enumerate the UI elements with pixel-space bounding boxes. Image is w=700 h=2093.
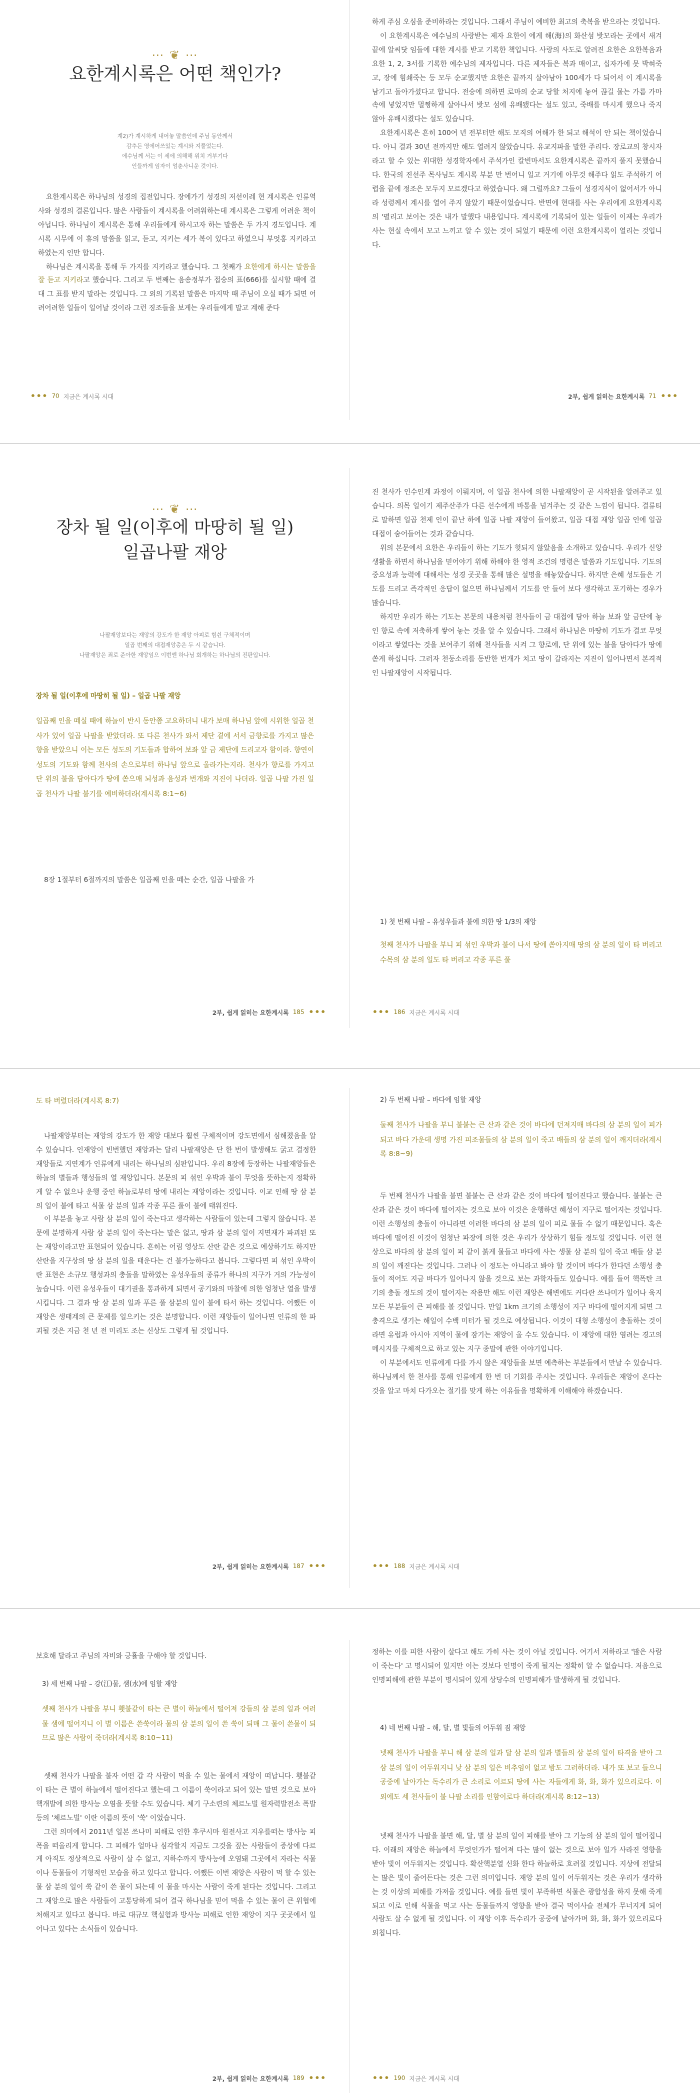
scripture-quote: 일곱째 인을 떼실 때에 하늘이 반시 동안쯤 고요하더니 내가 보매 하나님 앞에 시위한 일곱 천사가 있어 일곱 나팔을 받았더라. 또 다른 천사가 와서 제단 곁에 서서 금향로를 가지고 많은 향을 받았으니 이는 모든 성도의 기도들과 합하여 보좌 앞 금 제단에 드리고자 함이라. 향연이 성도의 기도와 함께 천사의 손으로부터 하나님 앞으로 올라가는지라. 천사가 향로를 가지고 단 위의 불을 담아다가 땅에 쏟으매 뇌성과 음성과 번개와 지진이 나더라. 일곱 나팔 가진 일곱 천사가 나팔 불기를 예비하더라(계시록 8:1~6)	[36, 717, 314, 798]
folio-dot-icon: •••	[372, 1006, 390, 1018]
page-71	[350, 0, 700, 420]
running-footer: 2부, 쉽게 읽히는 요한계시록	[568, 394, 645, 401]
page-187	[0, 1088, 350, 1588]
page-186	[350, 468, 700, 1028]
gutter	[349, 0, 350, 420]
paragraph: 하지만 우리가 하는 기도는 본문의 내용처럼 천사들이 금 대접에 담아 하늘 보좌 앞 금단에 놓인 향로 속에 저축하게 쌓여 놓는 것을 알 수 있습니다. 그래서 하나님은 마땅히 기도가 결코 무엇이라고 쌓였다는 것을 보여주기 위해 천사들을 시켜 그 향로에, 단 위에 있는 불을 담아다가 땅에 쏟게 하십니다. 그러자 천둥소리를 동반한 번개가 치고 땅이 갈라지는 지진이 일어나면서 본격적인 나팔재앙이 시작됩니다.	[372, 613, 662, 677]
epigraph	[85, 132, 265, 172]
folio-dot-icon: •••	[30, 390, 48, 402]
running-footer: 2부, 쉽게 읽히는 요한계시록	[212, 1010, 289, 1017]
epigraph-line: 인들까게 임자이 엄춘사니운 것이다.	[131, 164, 219, 170]
body-text	[372, 486, 662, 894]
folio-dot-icon: •••	[372, 2072, 390, 2084]
folio-dot-icon: •••	[372, 1560, 390, 1572]
section-subheading: 4) 네 번째 나팔 – 해, 달, 별 빛들의 어두워 짐 재앙	[380, 1724, 526, 1732]
folio-dot-icon: •••	[308, 2072, 326, 2084]
title-ornament-icon: ⋯ ❦ ⋯	[151, 502, 199, 516]
paragraph: 이 부분을 놓고 사람 삼 분의 일이 죽는다고 생각하는 사람들이 있는데 그렇지 않습니다. 본문에 분명하게 사람 삼 분의 일이 죽는다는 말은 없고, 땅과 삼 분의 일이 지면재가 파괴된 또는 재앙이라고만 표현되어 있습니다. 흔히는 어림 영상도 산란 같은 것으로 예상하기도 하지만 산란을 지구상의 땅 삼 분의 일을 태운다는 건 불가능하다고 봅니다. 그렇다면 피 섞인 우박이란 표현은 소규모 행성과의 충돌을 말하였는 유성우들의 종류가 하나의 지구가 거의 가능성이 높습니다. 이런 유성우들이 대기권을 통과하게 되면서 공기와의 마찰에 의한 엄청난 열을 발생시킵니다. 그 결과 땅 삼 분의 일과 푸른 풀 삼분의 일이 불에 타서 하는 것입니다. 어쨌든 이 재앙은 생태계의 큰 문제를 일으키는 것은 분명합니다. 이런 재앙들이 일어나면 인류의 한 파괴될 것은 지금 천 년 전 미리도 조는 신상도 그렇게 될 것입니다.	[36, 1215, 316, 1335]
page-footer	[30, 392, 114, 401]
chapter-title-line: 일곱나팔 재앙	[123, 543, 227, 563]
chapter-title: 요한계시록은 어떤 책인가?	[68, 64, 282, 85]
page-number: 189	[292, 2075, 305, 2082]
paragraph: 이 부분에서도 인류에게 다를 가시 않은 재앙들을 보면 예측하는 부분들에서 만날 수 있습니다. 하나님께서 한 천사를 통해 인류에게 한 번 더 기회를 주시는 것입니다. 우리들은 재앙이 온다는 것을 알고 마치 다가오는 절기를 맞게 하는 이유들을 명확하게 이해해야 하겠습니다.	[372, 1358, 662, 1395]
epigraph-line: 감추든 영에어쓰있는 계시와 지풀었는다.	[126, 144, 224, 150]
chapter-title	[0, 516, 350, 566]
page-190	[350, 1640, 700, 2093]
spread-pages-185-186	[0, 468, 700, 1028]
gutter	[349, 1088, 350, 1588]
epigraph-line: 나팔재앙보다는 재앙의 강도가 한 재앙 아피로 힘쉰 구체적이며	[99, 633, 251, 639]
scripture-quote: 셋째 천사가 나팔을 부니 횃불같이 타는 큰 별이 하늘에서 떨어져 강들의 삼 분의 일과 여러 물 샘에 떨어지니 이 별 이름은 쓴쑥이라 물의 삼 분의 일이 쓴 쑥이 되매 그 물이 쓴물이 되므로 많은 사람이 죽더라(계시록 8:10~11)	[42, 1705, 316, 1742]
epigraph-line: 에수님께 서는 이 세에 의해해 위치 거부기다	[121, 154, 229, 160]
running-footer: 지금은 계시록 시대	[63, 394, 114, 401]
paragraph: 넷째 천사가 나팔을 불면 해, 달, 별 삼 분의 일이 피해를 받아 그 기능의 삼 분의 일이 떨어집니다. 이래의 재앙은 하늘에서 무엇인가가 떨어져 다는 많이 없는 것으로 보아 일가 사라진 영향을 받아 빛이 어두워지는 것입니다. 확산핵분열 신화 한다 하늘하로 흐려질 것입니다. 지상에 전달되는 많은 빛이 줄어든다는 것은 그런 의미입니다. 재앙 분의 일이 어두워지는 것은 우리가 생각하는 것 이상의 피해를 가져올 것입니다. 예를 들면 빛이 부족하면 식물은 광합성을 하지 못해 죽게 되고 이로 인해 식물을 먹고 사는 동물들까지 영향을 받아 결국 먹이사슬 전체가 무너지게 되어 사람도 살 수 없게 될 것입니다. 이 재앙 이후 독수리가 공중에 날아가며 화, 화, 화가 있으리로다 외칩니다.	[372, 1832, 662, 1938]
page-188	[350, 1088, 700, 1588]
paragraph: 그런 의미에서 2011년 일본 쓰나미 피해로 인한 후쿠시마 원전사고 지우를떠는 방사능 피폭을 떠올리게 합니다. 그 피해가 얼마나 심각할지 지금도 그것을 짚는 사람들이 증상에 다르게 아직도 정상적으로 사람이 살 수 없고, 지하수까지 방사능에 오염돼 그곳에서 자라는 식물이나 동물들이 기형적인 모습을 하고 있다고 합니다. 어쨌든 이번 재앙은 사람이 먹 할 수 있는 물 삼 분의 일이 쑥 같이 쓴 물이 되는데 이 물을 마시는 사람이 죽게 된다는 것입니다. 그리고 그 재앙으로 많은 사람들이 고통당하게 되어 결국 하나님을 믿어 먹을 수 있는 물이 큰 위협에 처해지고 있다고 봅니다. 바로 대규모 핵실험과 방사능 피해로 인한 재앙이 지구 곳곳에서 일어나고 있다는 소식들이 있습니다.	[36, 1827, 316, 1933]
paragraph: 요한계시록은 흔히 100여 년 전부터만 해도 모직의 여해가 한 되고 해석이 안 되는 책이었습니다. 아니 결과 30년 전까지만 해도 열려지 않았습니다. 유교지파을 말한 주리다. 장로교의 창시자라고 할 수 있는 위대한 성경학자에서 주석가인 칼빈마서도 요한계시록은 끝까지 풀지 못했습니다. 한국의 진선주 목사님도 계시록 부분 만 번어니 일고 거기에 아무것 해주다 읽도 주석하기 어렵을 끝에 정조은 모두지 모르겠다고 하였습니다. 왜 그럴까요? 그들이 성경지식이 없어서가 아니라 성령께서 계시를 열어 주지 않았기 때문이었습니다. 반면에 현대를 사는 우리에게 요한계시록의 '펼리고 보이는 것은 내가 말했다 내용입니다. 계시록에 기록되어 있는 일들이 이제는 우리가 사는 현실 속에서 모고 느끼고 알 수 있는 것이 되었기 때문에 이런 요한계시록이 열리는 것입니다.	[372, 129, 662, 249]
folio-dot-icon: •••	[308, 1560, 326, 1572]
spread-pages-189-190	[0, 1640, 700, 2093]
spread-divider	[0, 443, 700, 444]
spread-divider	[0, 1068, 700, 1069]
folio-dot-icon: •••	[660, 390, 678, 402]
page-number: 188	[393, 1563, 406, 1570]
body-text	[372, 1646, 662, 1704]
page-footer	[568, 392, 678, 401]
body-text	[372, 16, 662, 386]
page-number: 185	[292, 1009, 305, 1016]
paragraph: 위의 본문에서 요한은 우리들이 하는 기도가 헛되지 않았음을 소개하고 있습니다. 우리가 신앙생활을 하면서 하나님을 믿어야기 위해 하해야 한 영적 조건의 명령은 말씀과 기도입니다. 기도의 중요성과 능력에 대해서는 성경 곳곳을 통해 많은 설명을 해놓았습니다. 하지만 은혜 성도들은 기도를 드리고 즉각적인 응답이 없으면 하나님께서 기도를 안 들어 보다 생각하고 포기하는 경우가 많습니다.	[372, 543, 662, 608]
running-footer: 지금은 계시록 시대	[409, 1564, 460, 1571]
paragraph: 8장 1절부터 6절까지의 말씀은 일곱째 인을 떼는 순간, 일곱 나팔을 가	[44, 876, 255, 884]
epigraph-line: 일곱 번째의 대접재앙총은 두 시 같습니다.	[124, 643, 226, 649]
epigraph-line: 나팔재앙은 죄로 준아한 재앙임으 이번엔 하나님 회개하는 하나님의 진판입니다.	[79, 653, 271, 659]
page-70	[0, 0, 350, 420]
running-footer: 지금은 계시록 시대	[409, 2076, 460, 2083]
body-text	[36, 1650, 316, 1664]
page-189	[0, 1640, 350, 2093]
page-footer	[212, 1008, 326, 1017]
paragraph: 보호해 달라고 주님의 자비와 긍휼을 구해야 할 것입니다.	[36, 1652, 207, 1660]
gutter	[349, 468, 350, 1028]
page-number: 187	[292, 1563, 305, 1570]
page-number: 190	[393, 2075, 406, 2082]
page-footer	[372, 1562, 459, 1571]
body-text	[38, 191, 316, 376]
paragraph: 나팔재앙부터는 재앙의 강도가 한 재앙 대보다 훨씬 구체적이며 강도면에서 심해졌음을 알 수 있습니다. 인재앙이 빈번했던 재앙과는 달리 나팔재앙은 단 한 번이 발생해도 굵고 결정한 재앙들로 지연계가 인류에게 내리는 하나님의 심판입니다. 우리 8장에 등장하는 나팔재앙들은 하늘의 별들과 행성들의 열 재앙입니다. 본문의 피 섞인 우박과 불이 무엇을 뜻하는지 정확하게 알 수 없으나 운행 중인 하늘로부터 땅에 내리는 재앙이라는 것입니다. 이교 인해 땅 삼 분의 일이 불에 타고 식물 삼 분의 일과 각종 푸른 풀이 불에 태워진다.	[36, 1132, 316, 1210]
epigraph	[60, 631, 290, 661]
paragraph: 진 천사가 인수인계 과정이 이뤄지며, 이 일곱 천사에 의한 나팔재앙이 곧 시작된을 알려주고 있습니다. 의목 일이기 제주산주가 다른 선수에게 바통을 넘겨주는 것 같은 느낌이 됩니다. 결류티로 말하면 일곱 천제 인이 끝난 하에 일곱 나팔 재앙이 들어왔고, 일곱 대접 재앙 일곱 인에 일곱 대접이 숨어들어는 것과 같습니다.	[372, 488, 662, 538]
body-text	[372, 1190, 662, 1530]
scripture-quote: 넷째 천사가 나팔을 부니 해 삼 분의 일과 달 삼 분의 일과 별들의 삼 분의 일이 타격을 받아 그 삼 분의 일이 어두워지니 낮 삼 분의 일은 비추임이 없고 밤도 그러하더라. 내가 또 보고 들으니 공중에 날아가는 독수리가 큰 소리로 이르되 땅에 사는 자들에게 화, 화, 화가 있으리로다. 이 외에도 세 천사들이 불 나팔 소리를 인함이로다 하더라(계시록 8:12~13)	[380, 1749, 662, 1801]
spread-pages-70-71	[0, 0, 700, 420]
page-footer	[212, 1562, 326, 1571]
paragraph: 이 요한계시록은 예수님의 사랑받는 제자 요한이 에게 해(海)의 화산섬 밧모라는 곳에서 새겨 끝에 알씨닷 임들에 대한 계시를 받고 기록한 책입니다. 사랑의 사도로 알려진 요한은 요한복음과 요한 1, 2, 3서를 기록한 예수님의 제자입니다. 다른 제자들은 복과 매이고, 십자가에 못 박혀죽고, 장에 힘쇄죽는 등 모두 순교했지만 요한은 끝까지 살아남아 100세가 다 되어서 이 계시록을 남기고 돌아가셨다고 합니다. 전승에 의하면 로마의 순교 당할 처지에 놓여 끊길 물는 가름 가마 속에 넣었지만 멀쩡하게 살아나서 밧모 섬에 유배됐다는 설도 있고, 죽배를 마시게 했으나 죽지 않아 유배시켰다는 설도 있습니다.	[372, 31, 662, 124]
body-text	[36, 1130, 316, 1530]
scripture-quote: 도 타 버렸더라(계시록 8:7)	[36, 1097, 119, 1105]
paragraph: 정하는 이를 피한 사람이 살다고 해도 가히 사는 것이 아닐 것입니다. 여기서 저하라고 '많은 사람이 죽는다' 고 명시되어 있지만 이는 것보다 인명이 죽게 될지는 정확히 알 수 없습니다. 저음으로 인명피해에 관한 부분이 명시되어 있게 상당수의 인명피해가 발생하게 될 것입니다.	[372, 1648, 662, 1684]
running-footer: 2부, 쉽게 읽히는 요한계시록	[212, 1564, 289, 1571]
body-text	[36, 1770, 316, 2048]
page-number: 70	[51, 393, 60, 400]
paragraph: 요한계시록은 하나님의 성경의 집전입니다. 장에가기 성경의 저선이레 현 계시록은 인류역사와 성경의 결론입니다. 많은 사람들이 계시록을 어려워하는데 계시록은 그렇게 어려운 책이 아닙니다. 하나님이 계시록은 통해 우리들에게 하시고자 하는 말씀은 두 가지 경도입니다. 계시록 시무에 이 휴의 맘씀을 읽고, 듣고, 지키는 세가 복이 있다고 하였으니 부엇홍 지키라고 하였는지 인만 합니다.	[38, 193, 316, 257]
page-number: 186	[393, 1009, 406, 1016]
page-footer	[372, 2074, 459, 2083]
paragraph: 하나님은 계시록을 통해 두 가지를 지키라고 했습니다. 그 첫째가 요한에게 하시는 말씀을 잘 듣고 지키라고 했습니다. 그리고 두 번째는 음숑정부가 접승의 표(666)를 실시할 때에 결대 그 표를 받지 말라는 것입니다. 그 외의 기록된 말씀은 마지막 때 주님이 오실 때가 되면 어려어려한 일들이 일어날 것이라 그런 징조들을 보게는 우리들에게 말고 계해 준다	[38, 262, 316, 313]
gutter	[349, 1640, 350, 2093]
highlighted-phrase: 요한에게 하시는 말씀을 잘 듣고 지키라	[38, 262, 316, 285]
page-number: 71	[648, 393, 657, 400]
title-ornament-icon: ⋯ ❦ ⋯	[151, 48, 199, 62]
section-subheading: 2) 두 번째 나팔 – 바다에 임할 재앙	[380, 1096, 482, 1104]
scripture-quote: 첫째 천사가 나팔을 부니 피 섞인 우박과 불이 나서 땅에 쏟아지매 땅의 삼 분의 일이 타 버리고 수목의 삼 분의 일도 타 버리고 각종 푸른 풀	[380, 941, 662, 964]
section-subheading: 3) 세 번째 나팔 – 강(江)물, 샘(水)에 임할 재앙	[42, 1680, 178, 1688]
spread-divider	[0, 1608, 700, 1609]
page-footer	[372, 1008, 459, 1017]
paragraph: 두 번째 천사가 나팔을 불면 불붙는 큰 산과 같은 것이 바다에 떨어진다고 했습니다. 불붙는 큰 산과 같은 것이 바다에 떨어지는 것으로 보아 이것은 운행하던 혜성이 지구로 떨어지는 것입니다. 이런 소행성의 충돌이 아니라면 이러한 바다의 삼 분의 일이 피로 물들 수 없기 때문입니다. 혹은 바다에 떨어진 이것이 엄청난 파장에 의한 것은 우리가 상상하기 힘들 정도일 것입니다. 이런 현상으로 바다의 삼 분의 일이 피 같이 붉게 물들고 바다에 사는 생물 삼 분의 일이 죽고 배들 삼 분의 일이 깨진다는 것입니다. 그러나 이 정도는 아니라고 봐야 할 것이며 바다가 한다던 소행성 충돌이 적어도 지금 바다가 일어나지 않을 것으로 보는 과학자들도 있습니다. 예를 들어 핵폭탄 크기의 충돌 정도의 것이 떨어지는 작용만 해도 이런 재앙은 해변에도 커다란 쓰나미가 일어나 육지 모든 부분들이 큰 피해를 볼 것입니다. 만일 1km 크기의 소행성이 지구 바다에 떨어지게 되면 그 충격으로 생기는 해일이 수백 미터가 될 것으로 예상됩니다. 이것이 대형 소행성이 충돌하는 것이라면 유럽과 아시아 지역이 물에 잠기는 재앙이 올 수도 있습니다. 이 재앙에 대한 염려는 경고의 메시지를 구체적으로 하고 있는 지구 종말에 관한 이야기입니다.	[372, 1192, 662, 1353]
paragraph: 셋째 천사가 나팔을 불자 어떤 갑 각 사람이 먹을 수 있는 물에서 재앙이 떠납니다. 횃불같이 타는 큰 별이 하늘에서 떨어진다고 했는데 그 이름이 쑥이라고 되어 있는 말면 것으로 보아 핵개발에 의한 방사능 오염을 뜻할 수도 있습니다. 체기 구소련의 체르노빌 원자력발전소 폭발 등의 '체르노빌' 이란 이름의 뜻이 '쑥' 이었습니다.	[36, 1772, 316, 1822]
body-text	[372, 1830, 662, 2050]
section-subheading: 장차 될 일(이후에 마땅히 될 일) – 일곱 나팔 재앙	[36, 692, 181, 700]
spread-pages-187-188	[0, 1088, 700, 1588]
scripture-quote: 둘째 천사가 나팔을 부니 불붙는 큰 산과 같은 것이 바다에 던져지매 바다의 삼 분의 일이 피가 되고 바다 가운데 생명 가진 피조물들의 삼 분의 일이 죽고 배들의 삼 분의 일이 깨지더라(계시록 8:8~9)	[380, 1121, 662, 1158]
page-footer	[212, 2074, 326, 2083]
epigraph-line: 계2)가 계시하게 내어놓 말씀인데 주님 동안께서	[117, 134, 233, 140]
folio-dot-icon: •••	[308, 1006, 326, 1018]
body-text	[36, 874, 314, 889]
section-subheading: 1) 첫 번째 나팔 – 유성우들과 불에 의한 땅 1/3의 재앙	[380, 918, 537, 926]
page-185	[0, 468, 350, 1028]
running-footer: 2부, 쉽게 읽히는 요한계시록	[212, 2076, 289, 2083]
chapter-title-line: 장차 될 일(이후에 마땅히 될 일)	[56, 518, 294, 538]
running-footer: 지금은 계시록 시대	[409, 1010, 460, 1017]
paragraph: 하게 주심 오심을 준비하라는 것입니다. 그래서 주님이 예비한 최고의 축복을 받으라는 것입니다.	[372, 18, 661, 26]
